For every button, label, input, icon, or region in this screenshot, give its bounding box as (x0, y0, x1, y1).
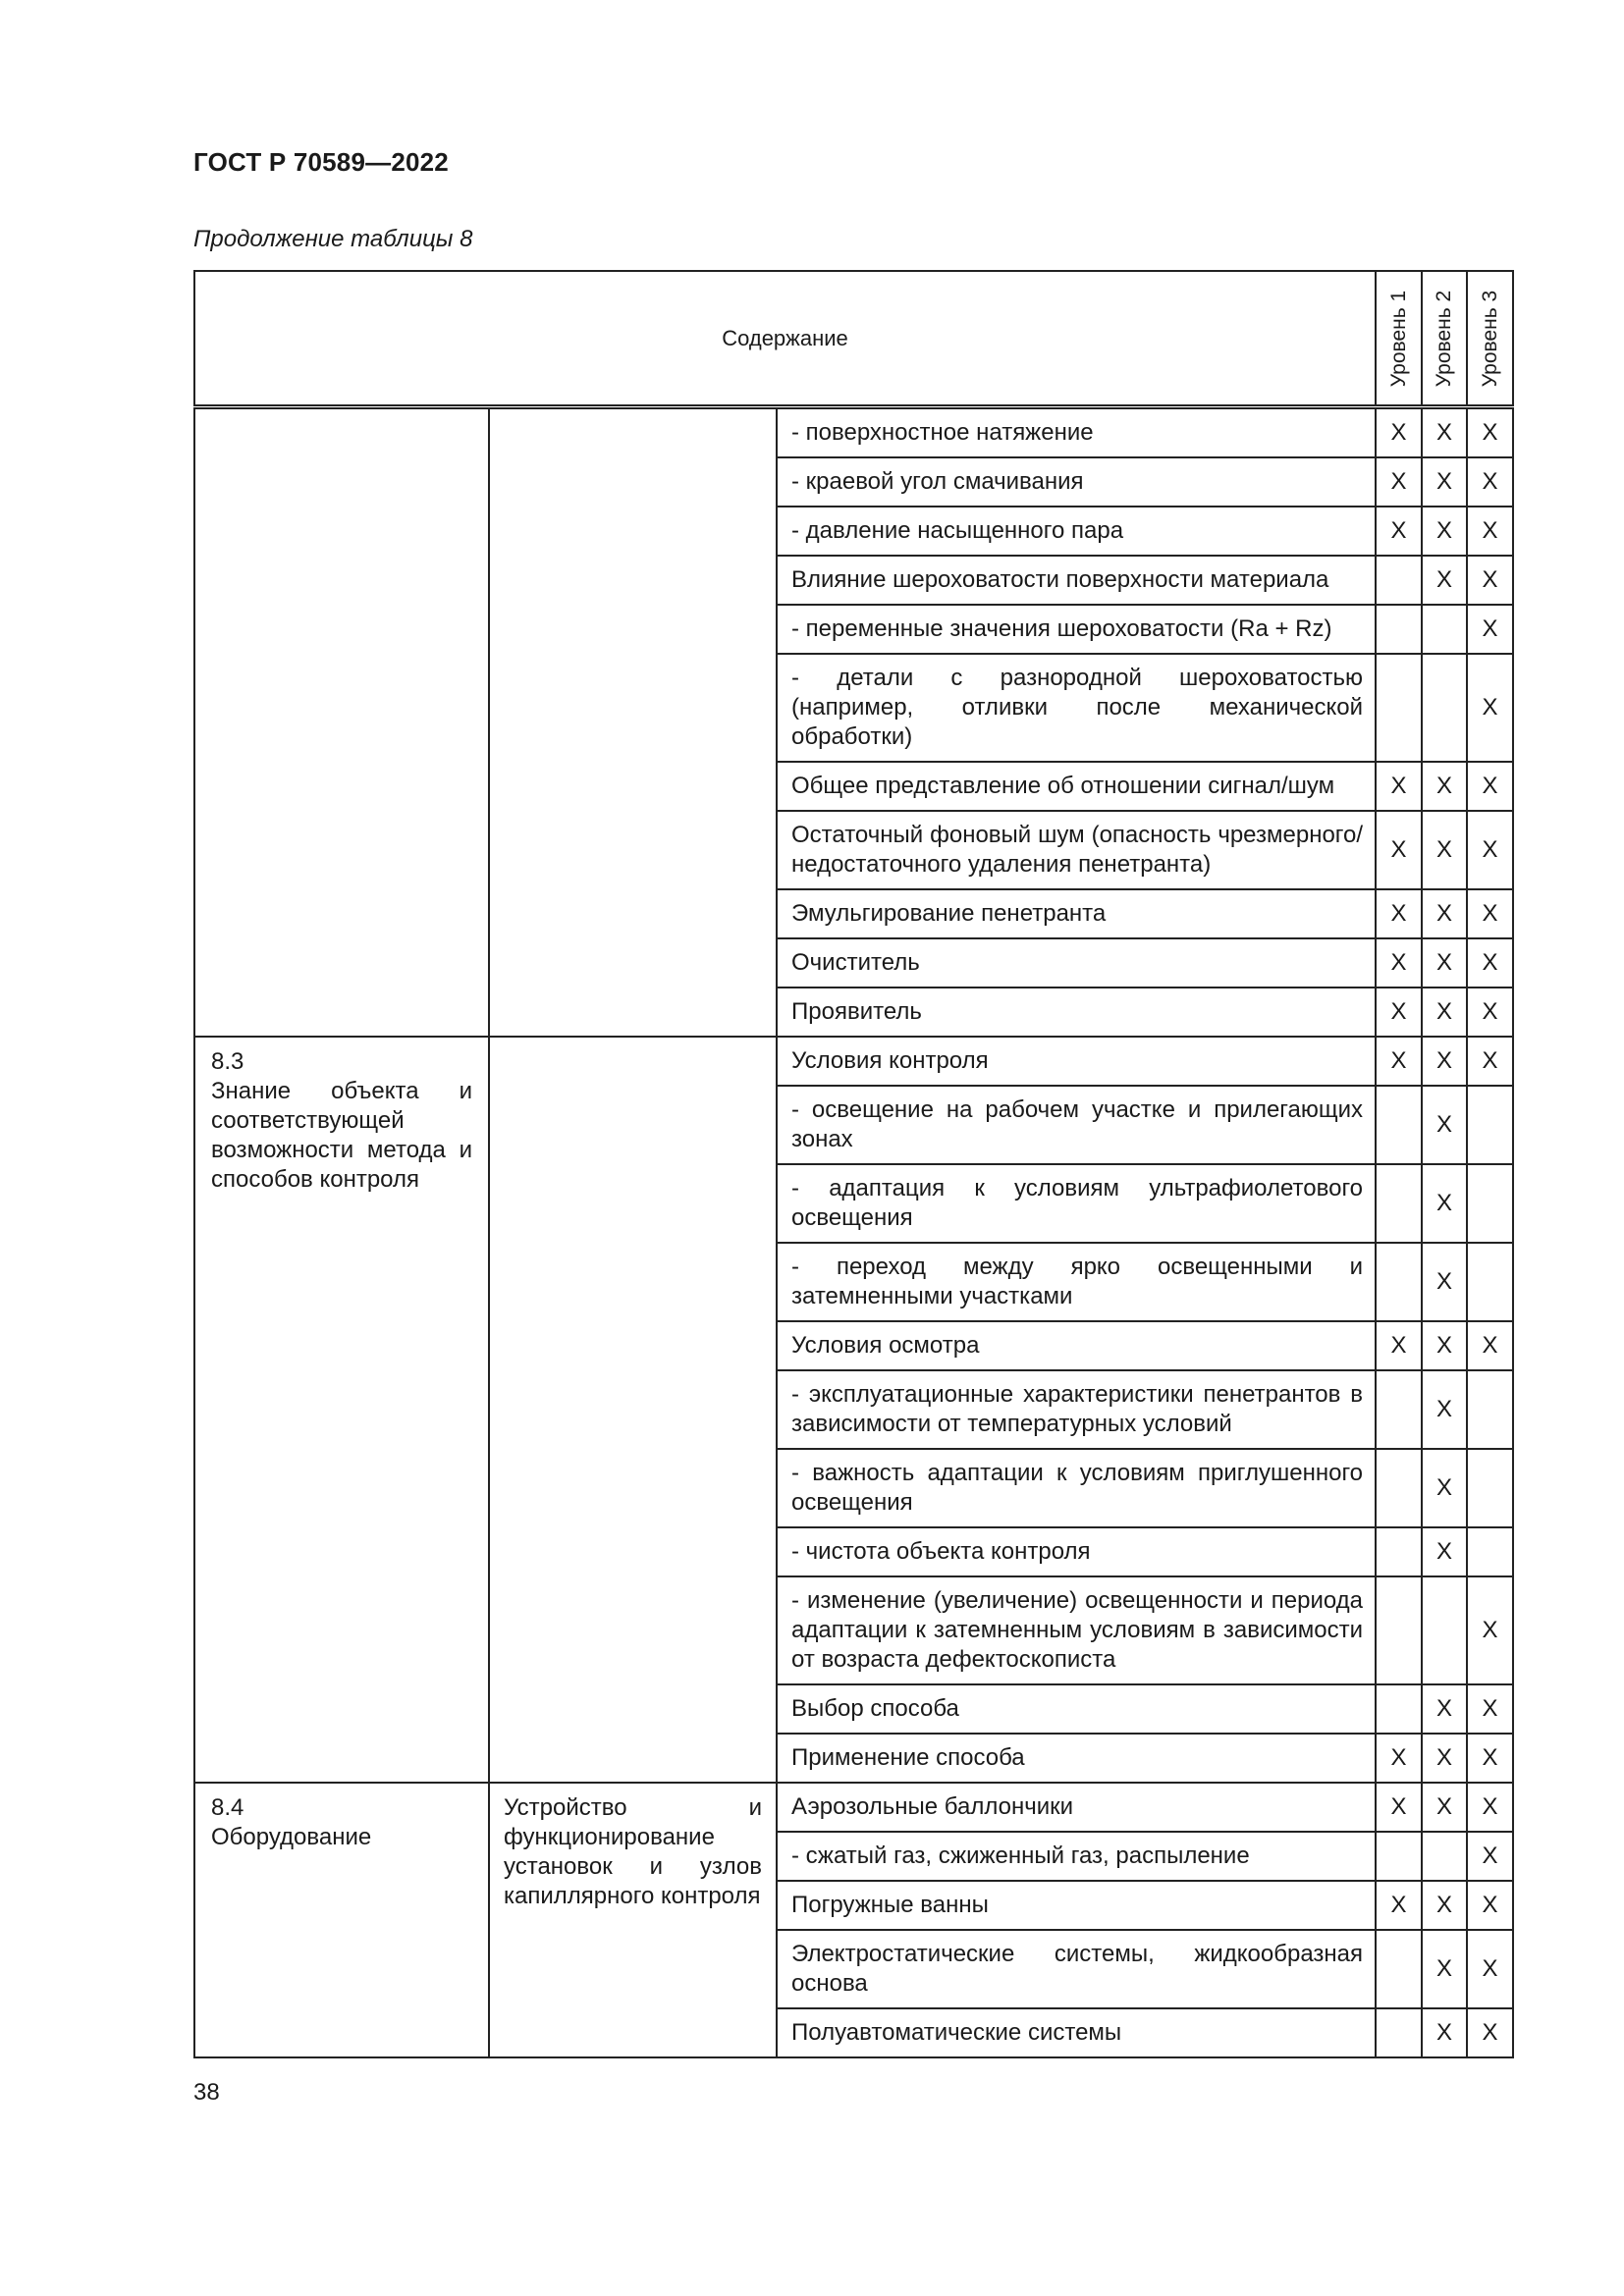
level-2-mark: X (1422, 457, 1467, 507)
level-3-mark: X (1467, 407, 1513, 458)
level-3-mark: X (1467, 1037, 1513, 1086)
content-item: Влияние шероховатости поверхности материала (777, 556, 1376, 605)
table-row (194, 1037, 1513, 1086)
content-item: - переменные значения шероховатости (Ra + Rz) (777, 605, 1376, 654)
level-3-mark (1467, 1370, 1513, 1449)
level-1-mark (1376, 605, 1422, 654)
level-1-mark: X (1376, 762, 1422, 811)
level-3-mark: X (1467, 811, 1513, 889)
level-1-mark (1376, 654, 1422, 762)
header-level-1: Уровень 1 (1376, 271, 1422, 407)
level-3-mark: X (1467, 938, 1513, 988)
section-title: Оборудование (211, 1824, 372, 1850)
content-item: - эксплуатационные характеристики пенетрантов в зависимости от температурных условий (777, 1370, 1376, 1449)
level-2-mark: X (1422, 2008, 1467, 2057)
section-number: 8.3 (211, 1048, 244, 1075)
level-2-mark: X (1422, 1037, 1467, 1086)
level-2-mark: X (1422, 1243, 1467, 1321)
level-3-mark: X (1467, 605, 1513, 654)
subtopic-cell: Устройство и функционирование установок и узлов капиллярного контроля (489, 1783, 777, 2057)
level-2-mark: X (1422, 889, 1467, 938)
level-3-mark: X (1467, 1734, 1513, 1783)
level-2-mark (1422, 654, 1467, 762)
content-item: - поверхностное натяжение (777, 407, 1376, 458)
level-2-mark: X (1422, 1321, 1467, 1370)
level-3-mark: X (1467, 988, 1513, 1037)
content-item: Общее представление об отношении сигнал/шум (777, 762, 1376, 811)
level-1-mark (1376, 1576, 1422, 1684)
level-3-mark (1467, 1086, 1513, 1164)
level-1-mark: X (1376, 811, 1422, 889)
level-3-mark: X (1467, 2008, 1513, 2057)
content-item: Применение способа (777, 1734, 1376, 1783)
level-2-mark: X (1422, 1449, 1467, 1527)
level-2-mark (1422, 1832, 1467, 1881)
content-item: - краевой угол смачивания (777, 457, 1376, 507)
level-1-mark: X (1376, 407, 1422, 458)
section-cell (194, 1783, 489, 2057)
level-2-mark: X (1422, 407, 1467, 458)
level-2-mark: X (1422, 1734, 1467, 1783)
content-item: Эмульгирование пенетранта (777, 889, 1376, 938)
content-item: Погружные ванны (777, 1881, 1376, 1930)
level-3-mark: X (1467, 1576, 1513, 1684)
table-caption: Продолжение таблицы 8 (193, 226, 473, 252)
level-1-mark (1376, 556, 1422, 605)
level-2-mark: X (1422, 938, 1467, 988)
level-2-mark: X (1422, 1370, 1467, 1449)
content-item: - давление насыщенного пара (777, 507, 1376, 556)
level-1-mark (1376, 1684, 1422, 1734)
level-2-mark: X (1422, 1086, 1467, 1164)
section-cell (194, 407, 489, 1038)
level-3-mark (1467, 1164, 1513, 1243)
content-table (193, 270, 1514, 2058)
level-1-mark: X (1376, 1321, 1422, 1370)
level-1-mark (1376, 1243, 1422, 1321)
content-item: - детали с разнородной шероховатостью (например, отливки после механической обработки) (777, 654, 1376, 762)
level-3-mark: X (1467, 457, 1513, 507)
subtopic-cell (489, 1037, 777, 1783)
level-1-mark: X (1376, 889, 1422, 938)
page-number: 38 (193, 2079, 220, 2106)
level-1-mark (1376, 1164, 1422, 1243)
content-item: Полуавтоматические системы (777, 2008, 1376, 2057)
table-body (194, 407, 1513, 2058)
level-3-mark: X (1467, 654, 1513, 762)
table-row (194, 407, 1513, 458)
level-1-mark (1376, 1086, 1422, 1164)
level-3-mark: X (1467, 889, 1513, 938)
level-1-mark (1376, 2008, 1422, 2057)
content-item: Условия контроля (777, 1037, 1376, 1086)
content-item: - освещение на рабочем участке и прилегающих зонах (777, 1086, 1376, 1164)
level-1-mark (1376, 1449, 1422, 1527)
subtopic-cell (489, 407, 777, 1038)
level-3-mark: X (1467, 1684, 1513, 1734)
level-3-mark: X (1467, 507, 1513, 556)
level-3-mark (1467, 1449, 1513, 1527)
level-2-mark: X (1422, 1527, 1467, 1576)
level-3-mark: X (1467, 556, 1513, 605)
content-item: Условия осмотра (777, 1321, 1376, 1370)
level-3-mark: X (1467, 1832, 1513, 1881)
level-1-mark: X (1376, 1734, 1422, 1783)
level-3-mark: X (1467, 1783, 1513, 1832)
level-3-mark: X (1467, 1930, 1513, 2008)
content-item: Проявитель (777, 988, 1376, 1037)
table-row (194, 1783, 1513, 1832)
level-2-mark: X (1422, 1930, 1467, 2008)
content-item: Электростатические системы, жидкообразная основа (777, 1930, 1376, 2008)
level-3-mark: X (1467, 762, 1513, 811)
level-1-mark: X (1376, 1881, 1422, 1930)
level-3-mark: X (1467, 1881, 1513, 1930)
level-2-mark (1422, 605, 1467, 654)
level-2-mark (1422, 1576, 1467, 1684)
table-header-row (194, 271, 1513, 407)
content-item: - переход между ярко освещенными и затемненными участками (777, 1243, 1376, 1321)
level-1-mark: X (1376, 507, 1422, 556)
section-cell (194, 1037, 489, 1783)
level-2-mark: X (1422, 811, 1467, 889)
level-1-mark: X (1376, 938, 1422, 988)
document-title: ГОСТ Р 70589—2022 (193, 147, 449, 177)
level-2-mark: X (1422, 988, 1467, 1037)
content-item: - сжатый газ, сжиженный газ, распыление (777, 1832, 1376, 1881)
level-1-mark: X (1376, 988, 1422, 1037)
level-3-mark (1467, 1527, 1513, 1576)
content-item: Остаточный фоновый шум (опасность чрезмерного/недостаточного удаления пенетранта) (777, 811, 1376, 889)
section-title: Знание объекта и соответствующей возможности метода и способов контроля (211, 1078, 472, 1193)
level-3-mark: X (1467, 1321, 1513, 1370)
level-2-mark: X (1422, 556, 1467, 605)
content-item: - адаптация к условиям ультрафиолетового освещения (777, 1164, 1376, 1243)
content-item: Выбор способа (777, 1684, 1376, 1734)
level-2-mark: X (1422, 507, 1467, 556)
level-1-mark: X (1376, 1783, 1422, 1832)
level-2-mark: X (1422, 1881, 1467, 1930)
level-1-mark (1376, 1527, 1422, 1576)
content-item: Очиститель (777, 938, 1376, 988)
content-item: - изменение (увеличение) освещенности и периода адаптации к затемненным условиям в зависимости от возраста дефектоскописта (777, 1576, 1376, 1684)
header-content: Содержание (194, 271, 1376, 407)
content-item: Аэрозольные баллончики (777, 1783, 1376, 1832)
level-2-mark: X (1422, 762, 1467, 811)
level-1-mark: X (1376, 457, 1422, 507)
level-2-mark: X (1422, 1164, 1467, 1243)
level-3-mark (1467, 1243, 1513, 1321)
header-level-3: Уровень 3 (1467, 271, 1513, 407)
level-1-mark (1376, 1370, 1422, 1449)
level-1-mark (1376, 1832, 1422, 1881)
level-2-mark: X (1422, 1684, 1467, 1734)
header-level-2: Уровень 2 (1422, 271, 1467, 407)
level-2-mark: X (1422, 1783, 1467, 1832)
content-item: - важность адаптации к условиям приглушенного освещения (777, 1449, 1376, 1527)
level-1-mark (1376, 1930, 1422, 2008)
content-item: - чистота объекта контроля (777, 1527, 1376, 1576)
level-1-mark: X (1376, 1037, 1422, 1086)
section-number: 8.4 (211, 1794, 244, 1821)
